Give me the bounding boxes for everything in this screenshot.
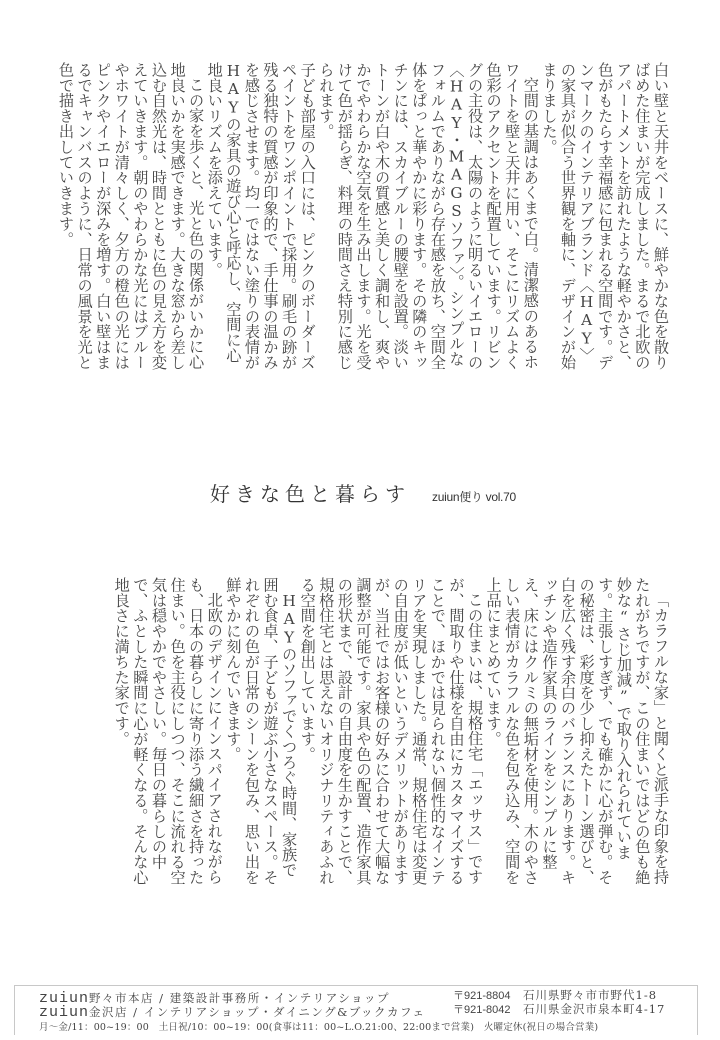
store-name: 金沢店 / インテリアショップ・ダイニング&ブックカフェ [89,1005,426,1019]
business-hours: 月～金/11：00~19：00 土日祝/10：00~19：00(食事は11：00~L.O.21:00、22:00まで営業) 火曜定休(祝日の場合営業) [39,1022,599,1033]
paragraph: HAYのソファでくつろぐ時間、家族で囲む食卓、子どもが遊ぶ小さなスペース。それぞれの色が日常のシーンを包み、思い出を鮮やかに刻んでいきます。 [224,577,299,885]
paragraph: この家を歩くと、光と色の関係がいかに心地良いかを実感できます。大きな窓から差し込む自然光は、時間とともに色の見え方を変えていきます。朝のやわらかな光にはブルーやホワイトが清々しく、夕方の橙色の光にはピンクやイエローが深みを増す。白い壁はまるでキャンバスのように、日常の風景を光と色で描き出していきます。 [57,62,206,370]
article-top-section [56,62,670,370]
paragraph: 空間の基調はあくまで白。清潔感のあるホワイトを壁と天井に用い、そこにリズムよく色彩のアクセントを配置しています。リビングの主役は、太陽のように明るいイエローの〈HAY・MAGSソファ〉。シンプルなフォルムでありながら存在感を放ち、空間全体をぱっと華やかに彩ります。その隣のキッチンには、スカイブルーの腰壁を設置。淡いトーンが白や木の質感と美しく調和し、爽やかでやわらかな空気を生み出します。光を受けて色が揺らぎ、料理の時間さえ特別に感じられます。 [317,62,540,370]
paragraph: 白い壁と天井をベースに、鮮やかな色を散りばめた住まいが完成しました。まるで北欧のアパートメントを訪れたような軽やかさと、色がもたらす幸福感に包まれる空間です。デンマークのインテリアブランド〈HAY〉の家具が似合う世界観を軸に、デザインが始まりました。 [540,62,670,370]
store-name: 野々市本店 / 建築設計事務所・インテリアショップ [89,991,391,1005]
store-brand: zuiun [39,1004,90,1021]
store-info-footer [14,985,698,1035]
article-bottom-section [112,577,670,887]
store-brand: zuiun [39,990,90,1007]
newsletter-header [210,478,516,507]
paragraph: この住まいは、規格住宅「エッサス」ですが、間取りや仕様を自由にカスタマイズすることで、ほかでは見られない個性的なインテリアを実現しました。通常、規格住宅は変更の自由度が低いというデメリットがありますが、当社ではお客様の好みに合わせて大幅な調整が可能です。家具や色の配置、造作家具の形状まで、設計の自由度を生かすことで、規格住宅とは思えないオリジナリティあふれる空間を創出しています。 [298,577,485,885]
paragraph: 北欧のデザインにインスパイアされながらも、日本の暮らしに寄り添う繊細さを持った住まい。色を主役にしつつ、そこに流れる空気は穏やかでやさしい。毎日の暮らしの中で、ふとした瞬間に心が軽くなる。そんな心地良さに満ちた家です。 [112,577,224,885]
store-address: 石川県金沢市泉本町4-17 [523,1002,666,1016]
store-address: 石川県野々市市野代1-8 [523,988,658,1002]
paragraph: 「カラフルな家」と聞くと派手な印象を持たれがちですが、この住まいではどの色も絶妙な“さじ加減”で取り入れられています。主張しすぎず、でも確かに心が弾む。その秘密は、彩度を少し抑えたトーン選びと、白を広く残す余白のバランスにあります。キッチンや造作家具のラインをシンプルに整え、床にはクルミの無垢材を使用。木のやさしい表情がカラフルな色を包み込み、空間を上品にまとめています。 [484,577,670,885]
store-zip: 〒921-8042 [453,1004,511,1016]
store-zip: 〒921-8804 [453,990,511,1002]
issue-label: zuiun便り vol.70 [432,490,516,504]
page-title: 好きな色と暮らす [210,482,410,506]
store-row-kanazawa [39,1001,666,1021]
paragraph: 子ども部屋の入口には、ピンクのボーダーズペイントをワンポイントで採用。刷毛の跡が残る独特の質感が印象的で、手仕事の温かみを感じさせます。均一ではない塗りの表情がHAYの家具の遊び心と呼応し、空間に心地良いリズムを添えています。 [205,62,317,370]
